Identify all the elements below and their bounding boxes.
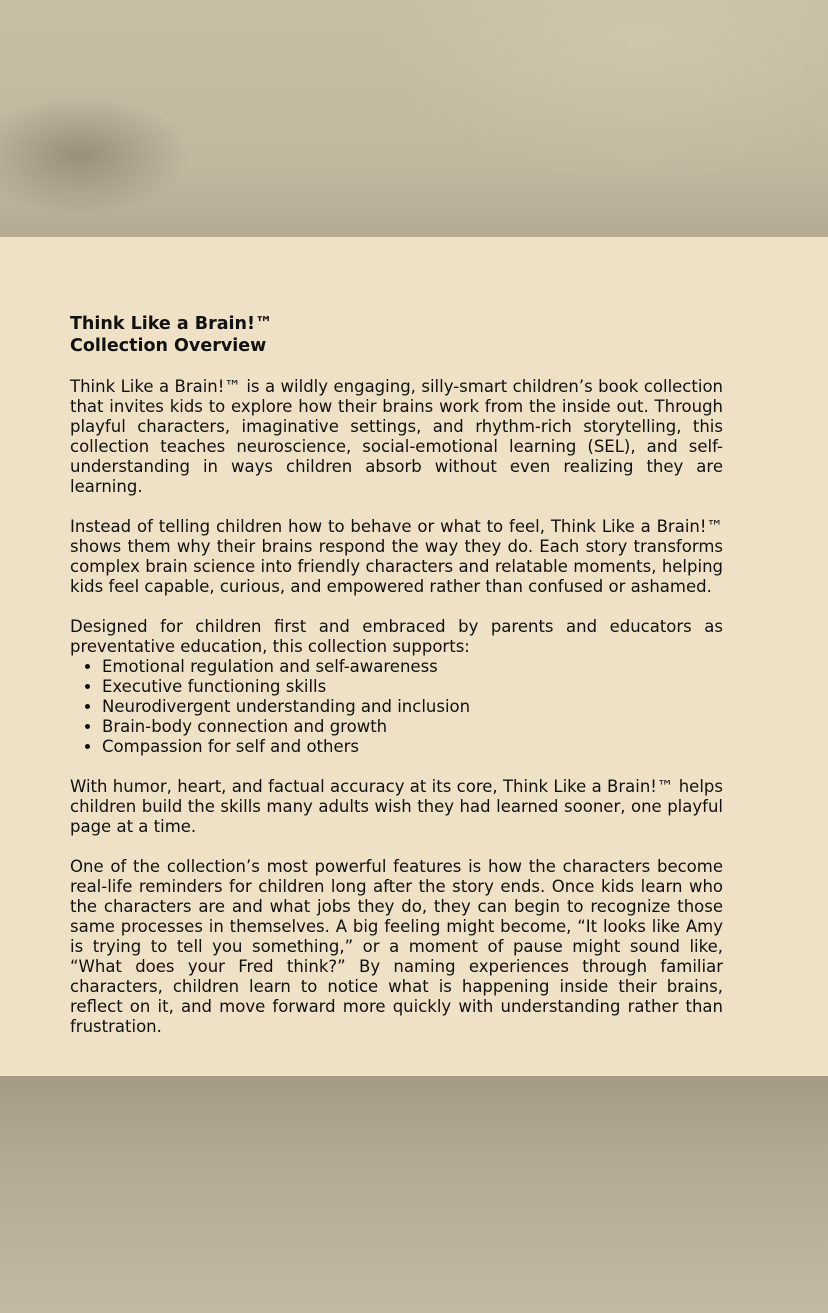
supports-paragraph: Designed for children first and embraced by parents and educators as preventative education, this collection supports:: [70, 617, 723, 656]
list-item: • Executive functioning skills: [102, 677, 723, 697]
list-item: • Compassion for self and others: [102, 737, 723, 757]
document-title: [70, 313, 723, 357]
document-content: [70, 313, 723, 1057]
blurred-background-top: [0, 0, 828, 237]
document-card: [0, 237, 828, 1076]
list-item: • Brain-body connection and growth: [102, 717, 723, 737]
title-line-1: Think Like a Brain!™: [70, 314, 273, 334]
supports-list: [70, 657, 723, 757]
list-item: • Emotional regulation and self-awareness: [102, 657, 723, 677]
blurred-background-bottom: [0, 1076, 828, 1313]
intro-paragraph: Think Like a Brain!™ is a wildly engaging, silly-smart children’s book collection that invites kids to explore how their brains work from the inside out. Through playful characters, imaginative settings, and rhythm-rich storytelling, this collection teaches neuroscience, social-emotional learning (SEL), and self-understanding in ways children absorb without even realizing they are learning.: [70, 377, 723, 496]
approach-paragraph: Instead of telling children how to behave or what to feel, Think Like a Brain!™ shows them why their brains respond the way they do. Each story transforms complex brain science into friendly characters and relatable moments, helping kids feel capable, curious, and empowered rather than confused or ashamed.: [70, 517, 723, 596]
list-item: • Neurodivergent understanding and inclusion: [102, 697, 723, 717]
humor-paragraph: With humor, heart, and factual accuracy at its core, Think Like a Brain!™ helps children build the skills many adults wish they had learned sooner, one playful page at a time.: [70, 777, 723, 836]
title-line-2: Collection Overview: [70, 336, 267, 356]
characters-paragraph: One of the collection’s most powerful features is how the characters become real-life reminders for children long after the story ends. Once kids learn who the characters are and what jobs they do, they can begin to recognize those same processes in themselves. A big feeling might become, “It looks like Amy is trying to tell you something,” or a moment of pause might sound like, “What does your Fred think?” By naming experiences through familiar characters, children learn to notice what is happening inside their brains, reflect on it, and move forward more quickly with understanding rather than frustration.: [70, 857, 723, 1036]
